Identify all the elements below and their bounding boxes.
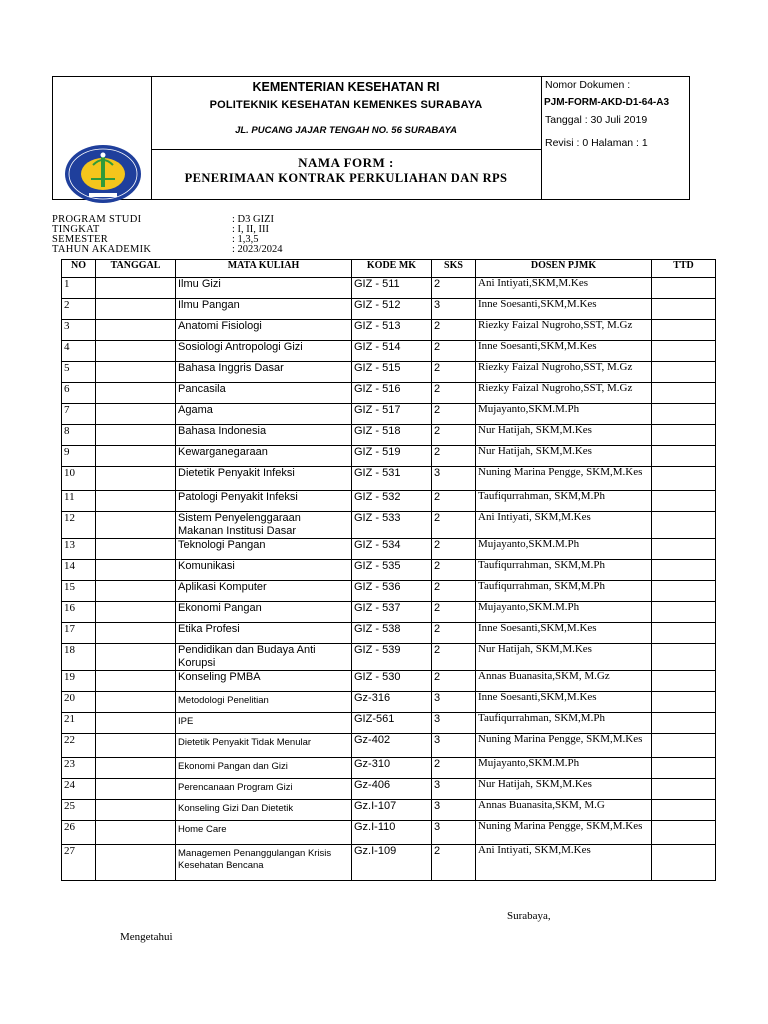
row-credits: 3 [432, 713, 476, 734]
row-lecturer: Nur Hatijah, SKM,M.Kes [476, 779, 652, 800]
row-no: 15 [62, 581, 96, 602]
table-row [62, 821, 716, 845]
row-credits: 2 [432, 671, 476, 692]
row-credits: 3 [432, 299, 476, 320]
doc-number-label: Nomor Dokumen : [545, 79, 631, 91]
row-date [96, 800, 176, 821]
col-header-date: TANGGAL [96, 260, 176, 278]
row-no: 8 [62, 425, 96, 446]
row-code: GIZ - 539 [352, 644, 432, 671]
row-signature [652, 341, 716, 362]
institution-name: POLITEKNIK KESEHATAN KEMENKES SURABAYA [209, 99, 483, 111]
row-date [96, 425, 176, 446]
row-signature [652, 779, 716, 800]
info-label: PROGRAM STUDI [52, 214, 142, 225]
row-course: Konseling PMBA [176, 671, 352, 692]
row-course: Konseling Gizi Dan Dietetik [176, 800, 352, 821]
row-signature [652, 299, 716, 320]
row-lecturer: Ani Intiyati, SKM,M.Kes [476, 512, 652, 539]
row-lecturer: Mujayanto,SKM.M.Ph [476, 758, 652, 779]
col-header-code: KODE MK [352, 260, 432, 278]
poltekkes-logo-icon [63, 143, 143, 205]
document-info-cell [542, 77, 689, 199]
row-no: 21 [62, 713, 96, 734]
row-no: 23 [62, 758, 96, 779]
doc-date: Tanggal : 30 Juli 2019 [545, 114, 648, 126]
row-date [96, 845, 176, 881]
table-row [62, 800, 716, 821]
row-no: 6 [62, 383, 96, 404]
row-date [96, 623, 176, 644]
table-row [62, 623, 716, 644]
row-course: Bahasa Inggris Dasar [176, 362, 352, 383]
institution-address: JL. PUCANG JAJAR TENGAH NO. 56 SURABAYA [235, 125, 457, 136]
row-code: GIZ - 537 [352, 602, 432, 623]
row-lecturer: Riezky Faizal Nugroho,SST, M.Gz [476, 362, 652, 383]
row-code: GIZ-561 [352, 713, 432, 734]
row-no: 24 [62, 779, 96, 800]
table-row [62, 299, 716, 320]
doc-revision: Revisi : 0 Halaman : 1 [545, 137, 648, 149]
row-lecturer: Taufiqurrahman, SKM,M.Ph [476, 560, 652, 581]
row-date [96, 821, 176, 845]
form-header [52, 76, 690, 200]
row-lecturer: Ani Intiyati,SKM,M.Kes [476, 278, 652, 299]
row-course: Dietetik Penyakit Tidak Menular [176, 734, 352, 758]
row-no: 19 [62, 671, 96, 692]
col-header-no: NO [62, 260, 96, 278]
logo-cell [53, 77, 152, 199]
ministry-name: KEMENTERIAN KESEHATAN RI [252, 80, 440, 94]
row-date [96, 539, 176, 560]
row-signature [652, 512, 716, 539]
row-credits: 2 [432, 644, 476, 671]
row-date [96, 467, 176, 491]
row-code: GIZ - 530 [352, 671, 432, 692]
row-lecturer: Annas Buanasita,SKM, M.Gz [476, 671, 652, 692]
table-row [62, 512, 716, 539]
row-code: GIZ - 513 [352, 320, 432, 341]
table-row [62, 758, 716, 779]
row-date [96, 671, 176, 692]
row-signature [652, 404, 716, 425]
row-code: Gz-316 [352, 692, 432, 713]
row-date [96, 713, 176, 734]
table-row [62, 734, 716, 758]
row-date [96, 644, 176, 671]
row-date [96, 278, 176, 299]
row-signature [652, 671, 716, 692]
row-lecturer: Inne Soesanti,SKM,M.Kes [476, 341, 652, 362]
row-date [96, 734, 176, 758]
table-row [62, 560, 716, 581]
row-course: Komunikasi [176, 560, 352, 581]
info-value: : I, II, III [232, 224, 270, 235]
row-date [96, 341, 176, 362]
table-row [62, 644, 716, 671]
row-signature [652, 800, 716, 821]
row-code: GIZ - 511 [352, 278, 432, 299]
row-code: Gz-310 [352, 758, 432, 779]
row-date [96, 404, 176, 425]
table-row [62, 341, 716, 362]
row-course: Ilmu Gizi [176, 278, 352, 299]
row-course: Managemen Penanggulangan Krisis Kesehatan Bencana [176, 845, 352, 881]
row-signature [652, 734, 716, 758]
row-course: Sistem Penyelenggaraan Makanan Institusi Dasar [176, 512, 352, 539]
col-header-signature: TTD [652, 260, 716, 278]
row-credits: 3 [432, 800, 476, 821]
row-signature [652, 467, 716, 491]
row-no: 18 [62, 644, 96, 671]
row-credits: 3 [432, 734, 476, 758]
row-credits: 2 [432, 758, 476, 779]
row-no: 9 [62, 446, 96, 467]
row-lecturer: Taufiqurrahman, SKM,M.Ph [476, 713, 652, 734]
row-date [96, 446, 176, 467]
row-course: Agama [176, 404, 352, 425]
row-credits: 2 [432, 320, 476, 341]
row-no: 22 [62, 734, 96, 758]
row-no: 12 [62, 512, 96, 539]
info-value: : 2023/2024 [232, 244, 283, 255]
table-row [62, 713, 716, 734]
row-credits: 2 [432, 404, 476, 425]
row-no: 3 [62, 320, 96, 341]
row-code: GIZ - 514 [352, 341, 432, 362]
table-row [62, 779, 716, 800]
table-row [62, 539, 716, 560]
row-credits: 2 [432, 341, 476, 362]
row-course: Aplikasi Komputer [176, 581, 352, 602]
row-credits: 2 [432, 362, 476, 383]
row-signature [652, 623, 716, 644]
table-row [62, 671, 716, 692]
row-signature [652, 560, 716, 581]
row-signature [652, 581, 716, 602]
row-course: Patologi Penyakit Infeksi [176, 491, 352, 512]
row-code: Gz.I-107 [352, 800, 432, 821]
row-course: Bahasa Indonesia [176, 425, 352, 446]
row-lecturer: Mujayanto,SKM.M.Ph [476, 539, 652, 560]
row-credits: 3 [432, 821, 476, 845]
row-code: GIZ - 536 [352, 581, 432, 602]
row-course: Metodologi Penelitian [176, 692, 352, 713]
row-course: Teknologi Pangan [176, 539, 352, 560]
row-signature [652, 602, 716, 623]
row-credits: 2 [432, 845, 476, 881]
row-signature [652, 539, 716, 560]
course-rows [62, 278, 716, 881]
row-course: Ekonomi Pangan [176, 602, 352, 623]
row-code: Gz-406 [352, 779, 432, 800]
table-row [62, 692, 716, 713]
col-header-lecturer: DOSEN PJMK [476, 260, 652, 278]
footer-place: Surabaya, [507, 910, 551, 922]
row-no: 4 [62, 341, 96, 362]
row-credits: 3 [432, 779, 476, 800]
row-course: Ilmu Pangan [176, 299, 352, 320]
row-signature [652, 644, 716, 671]
row-no: 2 [62, 299, 96, 320]
row-credits: 2 [432, 383, 476, 404]
row-code: GIZ - 517 [352, 404, 432, 425]
row-credits: 2 [432, 446, 476, 467]
row-signature [652, 446, 716, 467]
row-no: 10 [62, 467, 96, 491]
col-header-credits: SKS [432, 260, 476, 278]
row-signature [652, 713, 716, 734]
row-no: 20 [62, 692, 96, 713]
row-no: 25 [62, 800, 96, 821]
row-signature [652, 491, 716, 512]
row-course: Perencanaan Program Gizi [176, 779, 352, 800]
course-table [61, 259, 716, 881]
row-code: GIZ - 533 [352, 512, 432, 539]
row-signature [652, 320, 716, 341]
row-credits: 2 [432, 278, 476, 299]
row-course: Pancasila [176, 383, 352, 404]
row-no: 17 [62, 623, 96, 644]
row-lecturer: Taufiqurrahman, SKM,M.Ph [476, 581, 652, 602]
row-lecturer: Riezky Faizal Nugroho,SST, M.Gz [476, 383, 652, 404]
row-code: GIZ - 531 [352, 467, 432, 491]
row-course: Home Care [176, 821, 352, 845]
row-signature [652, 758, 716, 779]
row-code: Gz.I-109 [352, 845, 432, 881]
row-date [96, 512, 176, 539]
row-course: Ekonomi Pangan dan Gizi [176, 758, 352, 779]
row-no: 13 [62, 539, 96, 560]
row-credits: 3 [432, 467, 476, 491]
info-label: SEMESTER [52, 234, 109, 245]
row-lecturer: Nuning Marina Pengge, SKM,M.Kes [476, 734, 652, 758]
row-course: Sosiologi Antropologi Gizi [176, 341, 352, 362]
row-signature [652, 821, 716, 845]
row-lecturer: Inne Soesanti,SKM,M.Kes [476, 692, 652, 713]
row-code: GIZ - 534 [352, 539, 432, 560]
row-course: Etika Profesi [176, 623, 352, 644]
row-code: GIZ - 512 [352, 299, 432, 320]
row-lecturer: Inne Soesanti,SKM,M.Kes [476, 299, 652, 320]
row-date [96, 383, 176, 404]
col-header-course: MATA KULIAH [176, 260, 352, 278]
row-no: 26 [62, 821, 96, 845]
row-code: GIZ - 518 [352, 425, 432, 446]
table-row [62, 467, 716, 491]
row-signature [652, 362, 716, 383]
row-code: Gz.I-110 [352, 821, 432, 845]
table-header-row [62, 260, 716, 278]
table-row [62, 446, 716, 467]
info-value: : D3 GIZI [232, 214, 274, 225]
row-signature [652, 383, 716, 404]
row-no: 7 [62, 404, 96, 425]
row-date [96, 779, 176, 800]
row-date [96, 320, 176, 341]
row-code: GIZ - 515 [352, 362, 432, 383]
row-code: GIZ - 538 [352, 623, 432, 644]
row-course: Dietetik Penyakit Infeksi [176, 467, 352, 491]
institution-cell [151, 77, 542, 199]
row-lecturer: Nur Hatijah, SKM,M.Kes [476, 425, 652, 446]
row-date [96, 491, 176, 512]
table-row [62, 404, 716, 425]
row-signature [652, 692, 716, 713]
doc-number: PJM-FORM-AKD-D1-64-A3 [544, 97, 670, 108]
table-row [62, 845, 716, 881]
table-row [62, 383, 716, 404]
table-row [62, 278, 716, 299]
row-lecturer: Mujayanto,SKM.M.Ph [476, 404, 652, 425]
row-date [96, 362, 176, 383]
row-date [96, 581, 176, 602]
row-lecturer: Inne Soesanti,SKM,M.Kes [476, 623, 652, 644]
row-credits: 2 [432, 491, 476, 512]
row-signature [652, 845, 716, 881]
row-code: Gz-402 [352, 734, 432, 758]
row-course: Kewarganegaraan [176, 446, 352, 467]
row-credits: 2 [432, 581, 476, 602]
info-label: TINGKAT [52, 224, 100, 235]
row-lecturer: Annas Buanasita,SKM, M.G [476, 800, 652, 821]
row-date [96, 602, 176, 623]
table-row [62, 320, 716, 341]
row-code: GIZ - 516 [352, 383, 432, 404]
row-lecturer: Nuning Marina Pengge, SKM,M.Kes [476, 467, 652, 491]
row-lecturer: Nur Hatijah, SKM,M.Kes [476, 644, 652, 671]
table-row [62, 602, 716, 623]
row-credits: 2 [432, 623, 476, 644]
row-no: 11 [62, 491, 96, 512]
row-course: IPE [176, 713, 352, 734]
row-no: 1 [62, 278, 96, 299]
row-credits: 3 [432, 692, 476, 713]
row-no: 27 [62, 845, 96, 881]
row-lecturer: Mujayanto,SKM.M.Ph [476, 602, 652, 623]
row-code: GIZ - 519 [352, 446, 432, 467]
institution-block [151, 77, 541, 150]
row-code: GIZ - 535 [352, 560, 432, 581]
table-row [62, 362, 716, 383]
info-label: TAHUN AKADEMIK [52, 244, 152, 255]
table-row [62, 581, 716, 602]
row-lecturer: Taufiqurrahman, SKM,M.Ph [476, 491, 652, 512]
row-date [96, 758, 176, 779]
footer-acknowledged: Mengetahui [120, 931, 173, 943]
form-name: PENERIMAAN KONTRAK PERKULIAHAN DAN RPS [184, 171, 508, 185]
row-lecturer: Nur Hatijah, SKM,M.Kes [476, 446, 652, 467]
row-no: 16 [62, 602, 96, 623]
row-lecturer: Ani Intiyati, SKM,M.Kes [476, 845, 652, 881]
row-credits: 2 [432, 512, 476, 539]
row-signature [652, 278, 716, 299]
row-signature [652, 425, 716, 446]
row-course: Pendidikan dan Budaya Anti Korupsi [176, 644, 352, 671]
row-lecturer: Nuning Marina Pengge, SKM,M.Kes [476, 821, 652, 845]
row-lecturer: Riezky Faizal Nugroho,SST, M.Gz [476, 320, 652, 341]
row-date [96, 560, 176, 581]
table-row [62, 491, 716, 512]
row-code: GIZ - 532 [352, 491, 432, 512]
row-credits: 2 [432, 560, 476, 581]
row-credits: 2 [432, 425, 476, 446]
row-course: Anatomi Fisiologi [176, 320, 352, 341]
row-credits: 2 [432, 539, 476, 560]
table-row [62, 425, 716, 446]
row-date [96, 299, 176, 320]
row-credits: 2 [432, 602, 476, 623]
form-label: NAMA FORM : [298, 155, 394, 170]
info-value: : 1,3,5 [232, 234, 259, 245]
row-no: 14 [62, 560, 96, 581]
row-date [96, 692, 176, 713]
row-no: 5 [62, 362, 96, 383]
